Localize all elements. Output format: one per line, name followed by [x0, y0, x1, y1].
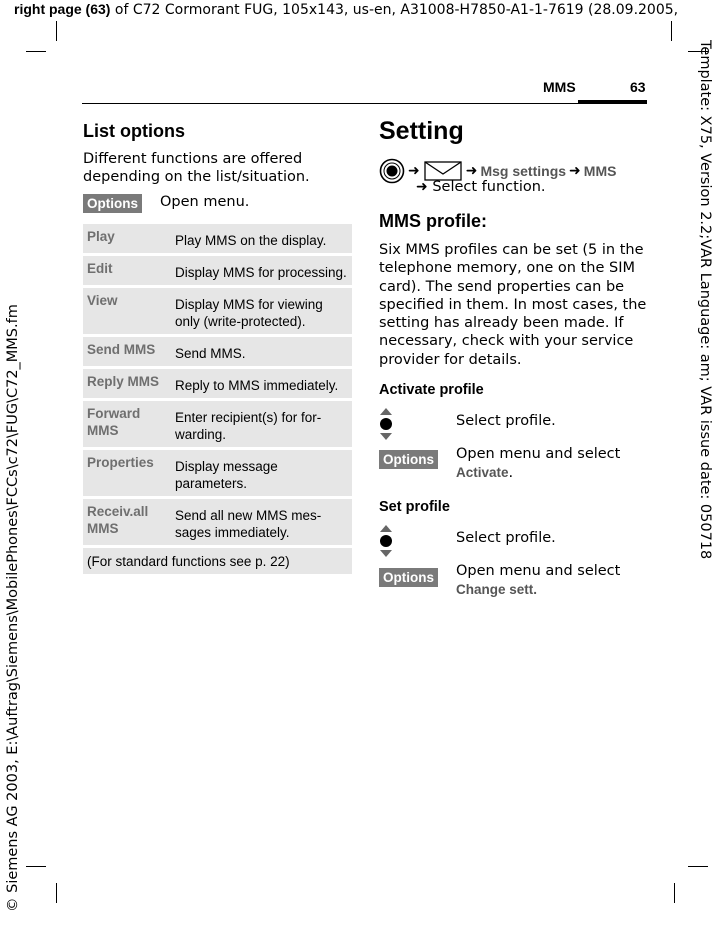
- crop-mark: [671, 21, 672, 41]
- table-row: [83, 288, 352, 334]
- menu-item-msg-settings: Msg settings: [480, 163, 567, 179]
- function-name: Edit: [83, 256, 171, 285]
- function-name: Play: [83, 224, 171, 253]
- crop-mark: [674, 883, 675, 903]
- function-name: View: [83, 288, 171, 334]
- copyright-symbol: ©: [5, 897, 21, 912]
- template-info: Template: X75, Version 2.2;VAR Language: am; VAR issue date: 050718: [697, 40, 713, 560]
- copyright-path: [4, 304, 22, 912]
- instruction-text: Open menu and select: [456, 563, 621, 579]
- table-row: [83, 499, 352, 545]
- options-description: Open menu.: [160, 194, 250, 210]
- crop-mark: [56, 21, 57, 41]
- function-description: Send MMS.: [171, 337, 352, 366]
- options-softkey: Options: [83, 194, 142, 213]
- mms-profile-text: Six MMS profiles can be set (5 in the telephone memory, one on the SIM card). The send properties can be specified in them. In most cases, the setting has already been made. If necessary, check with your service provider for details.: [379, 242, 647, 368]
- function-description: Send all new MMS mes-sages immediately.: [171, 499, 352, 545]
- list-options-heading: List options: [83, 121, 185, 141]
- select-function-text: Select function.: [432, 179, 546, 195]
- options-softkey: Options: [379, 568, 438, 587]
- page-number: 63: [630, 79, 646, 95]
- function-name: Forward MMS: [83, 401, 171, 447]
- function-name: Properties: [83, 450, 171, 496]
- crop-mark: [26, 51, 46, 52]
- function-name: Receiv.all MMS: [83, 499, 171, 545]
- menu-item-mms: MMS: [583, 163, 617, 179]
- up-down-key-icon: [379, 408, 393, 440]
- crop-mark: [56, 883, 57, 903]
- functions-table: [83, 221, 352, 577]
- header-file-info: of C72 Cormorant FUG, 105x143, us-en, A31008-H7850-A1-1-7619 (28.09.2005,: [110, 2, 679, 18]
- document-header: [14, 0, 678, 19]
- table-row: [83, 401, 352, 447]
- menu-item-activate: Activate: [456, 464, 509, 480]
- menu-item-change-sett: Change sett.: [456, 581, 538, 597]
- menu-path-end: [416, 179, 546, 195]
- crop-mark: [26, 866, 46, 867]
- list-options-intro: Different functions are offered depending on the list/situation.: [83, 151, 310, 185]
- function-name: Send MMS: [83, 337, 171, 366]
- up-down-key-icon: [379, 525, 393, 557]
- setting-heading: Setting: [379, 117, 464, 145]
- crop-mark: [688, 866, 708, 867]
- options-key-row: [379, 567, 438, 587]
- section-title: MMS: [543, 79, 576, 95]
- select-profile-text: Select profile.: [456, 530, 556, 546]
- table-note: (For standard functions see p. 22): [83, 548, 352, 574]
- activate-profile-heading: Activate profile: [379, 382, 484, 398]
- header-page-label: right page (63): [14, 1, 111, 17]
- instruction-text: Open menu and select: [456, 446, 621, 462]
- path-arrow: ➜: [465, 163, 478, 179]
- path-arrow: ➜: [569, 163, 581, 179]
- navigation-key-icon: [379, 158, 405, 184]
- table-row: [83, 224, 352, 253]
- header-rule-thick: [578, 100, 647, 104]
- function-description: Reply to MMS immediately.: [171, 369, 352, 398]
- activate-instruction: [456, 445, 646, 482]
- set-profile-heading: Set profile: [379, 499, 450, 515]
- options-softkey: Options: [379, 450, 438, 469]
- path-arrow: ➜: [408, 163, 420, 179]
- path-arrow: ➜: [416, 179, 428, 195]
- function-description: Enter recipient(s) for for-warding.: [171, 401, 352, 447]
- function-description: Display MMS for viewing only (write-protected).: [171, 288, 352, 334]
- header-rule: [82, 103, 647, 104]
- table-row: [83, 369, 352, 398]
- table-row: [83, 450, 352, 496]
- function-description: Play MMS on the display.: [171, 224, 352, 253]
- options-key-row: [379, 449, 438, 469]
- table-note-row: [83, 548, 352, 574]
- function-description: Display message parameters.: [171, 450, 352, 496]
- options-key-row: [83, 193, 142, 213]
- select-profile-text: Select profile.: [456, 413, 556, 429]
- period: .: [508, 464, 514, 481]
- table-row: [83, 256, 352, 285]
- mms-profile-heading: MMS profile:: [379, 211, 487, 231]
- function-name: Reply MMS: [83, 369, 171, 398]
- set-profile-instruction: [456, 562, 646, 599]
- function-description: Display MMS for processing.: [171, 256, 352, 285]
- table-row: [83, 337, 352, 366]
- file-path: Siemens AG 2003, E:\Auftrag\Siemens\MobilePhones\FCCs\c72\FUG\C72_MMS.fm: [5, 304, 21, 893]
